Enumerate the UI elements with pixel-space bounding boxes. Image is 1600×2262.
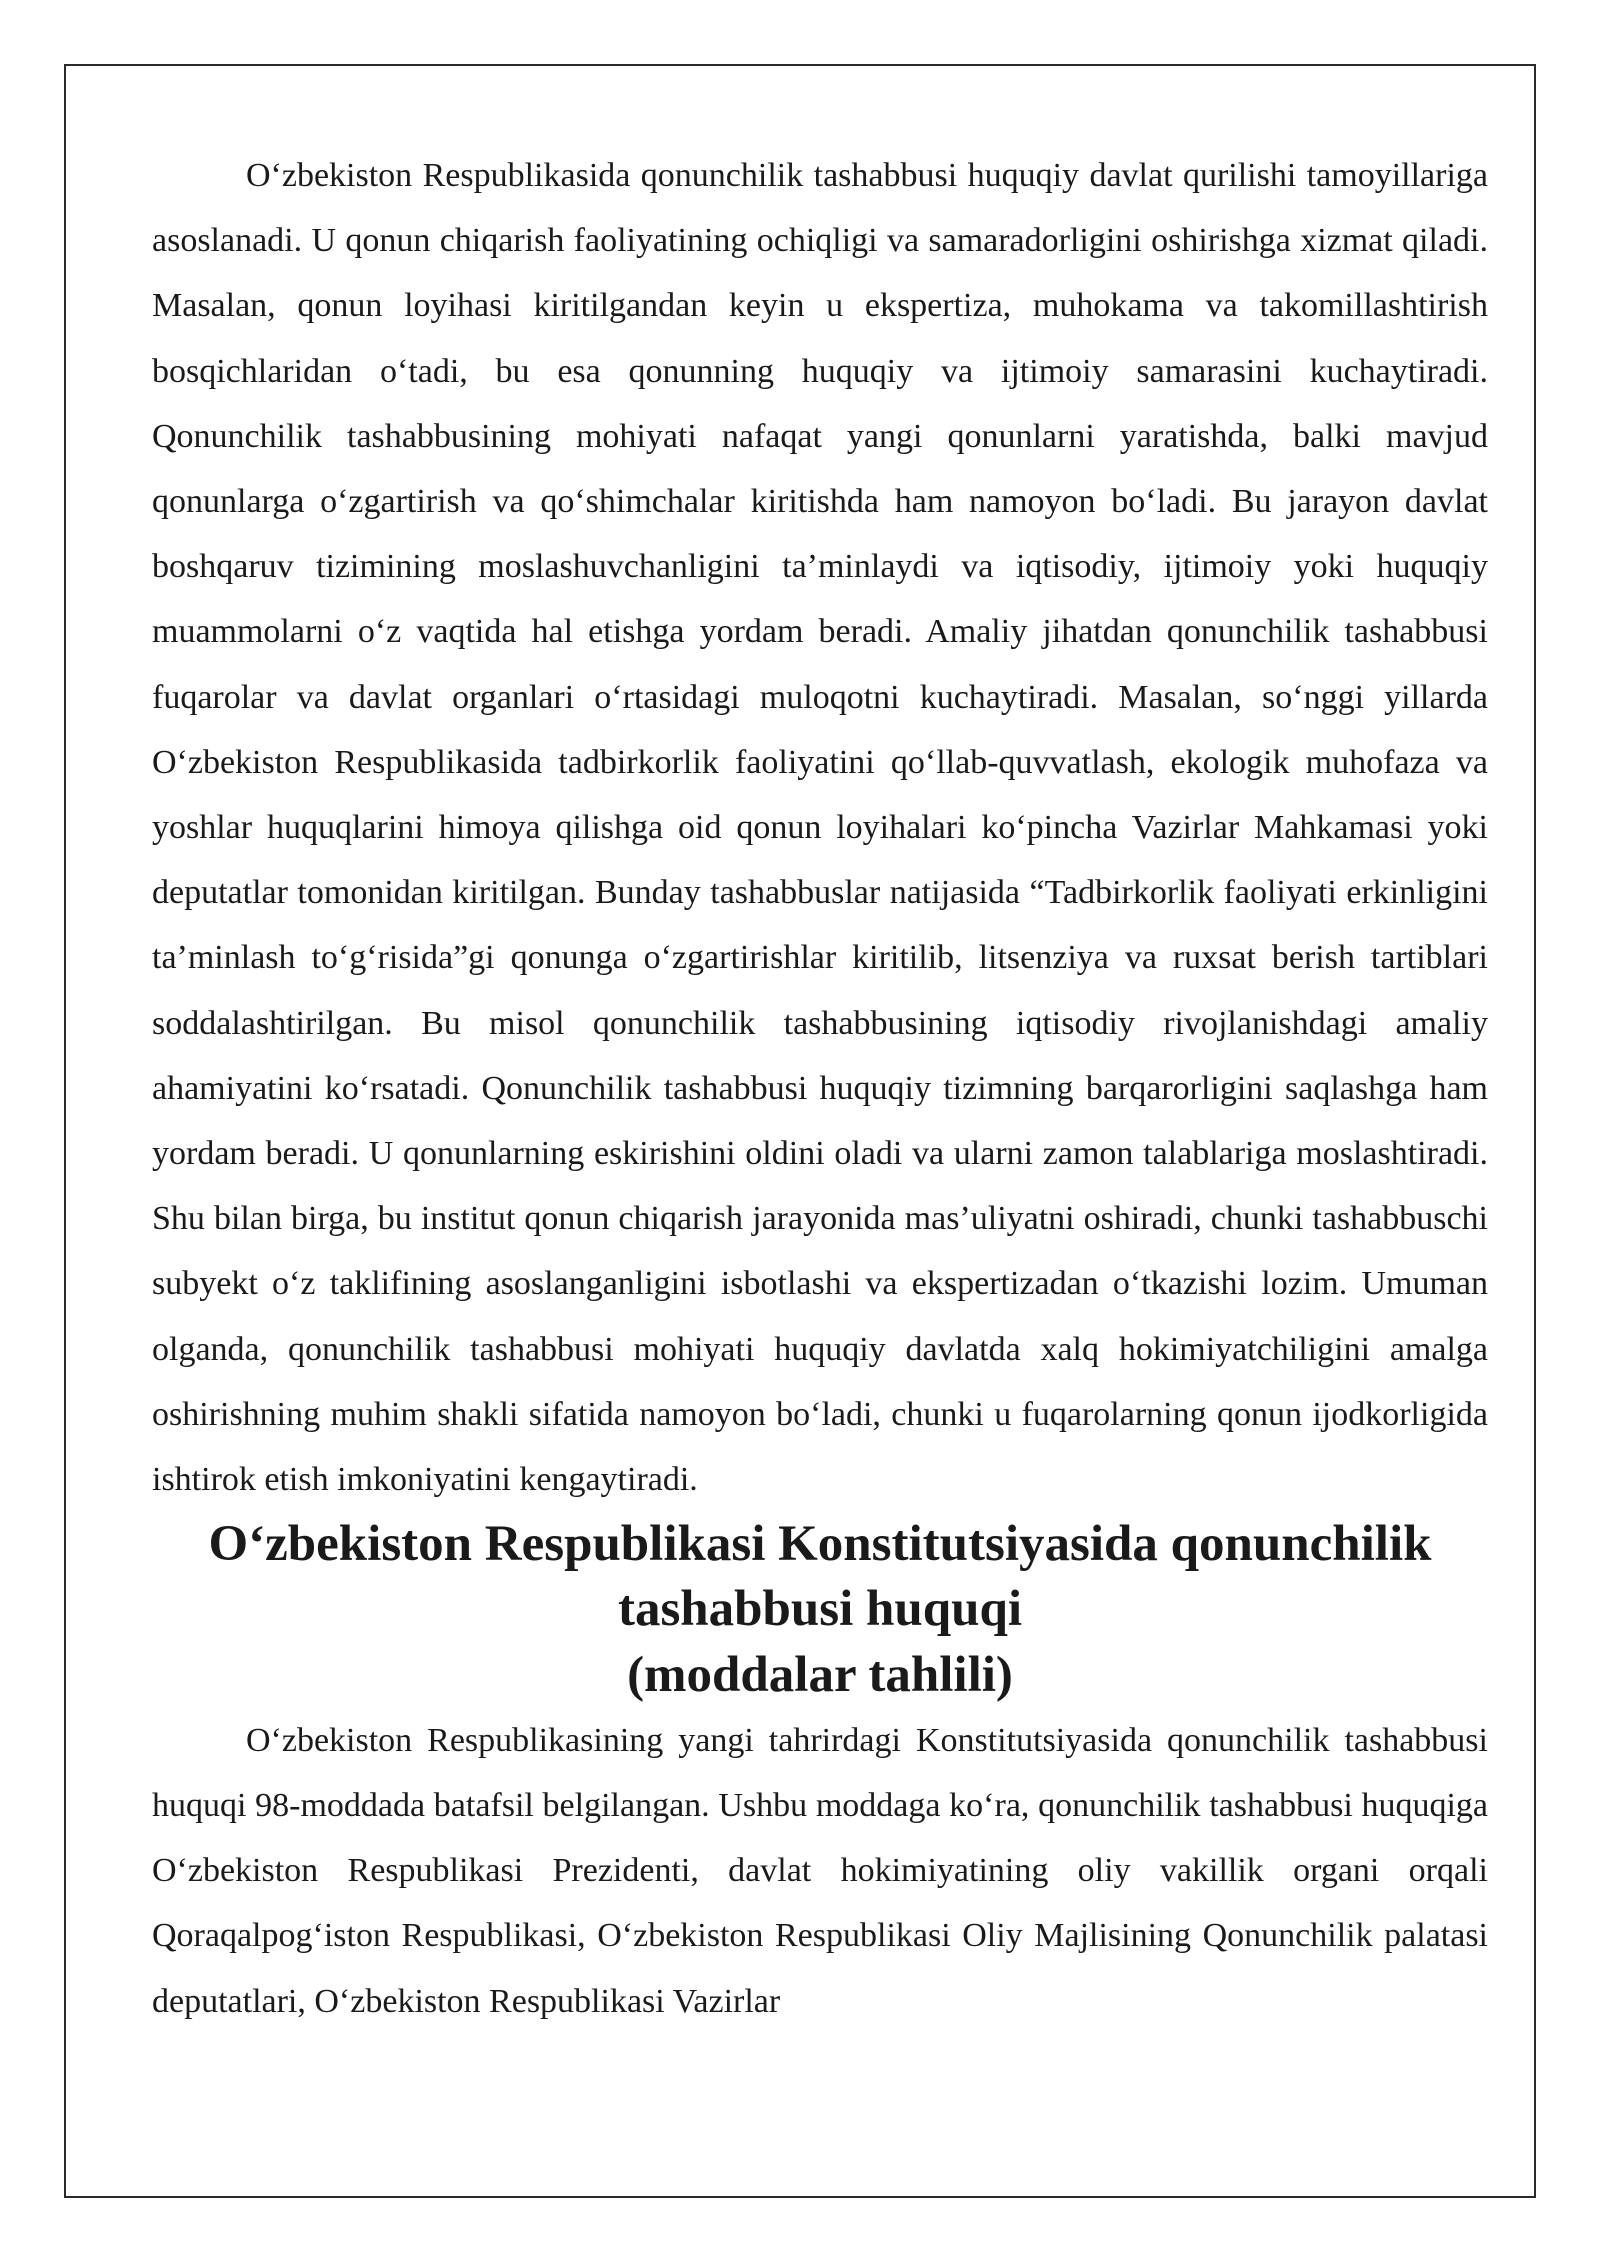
document-body	[152, 143, 1488, 2034]
body-paragraph-1: O‘zbekiston Respublikasida qonunchilik tashabbusi huquqiy davlat qurilishi tamoyillariga asoslanadi. U qonun chiqarish faoliyatining ochiqligi va samaradorligini oshirishga xizmat qiladi. Masalan, qonun loyihasi kiritilgandan keyin u ekspertiza, muhokama va takomillashtirish bosqichlaridan o‘tadi, bu esa qonunning huquqiy va ijtimoiy samarasini kuchaytiradi. Qonunchilik tashabbusining mohiyati nafaqat yangi qonunlarni yaratishda, balki mavjud qonunlarga o‘zgartirish va qo‘shimchalar kiritishda ham namoyon bo‘ladi. Bu jarayon davlat boshqaruv tizimining moslashuvchanligini ta’minlaydi va iqtisodiy, ijtimoiy yoki huquqiy muammolarni o‘z vaqtida hal etishga yordam beradi. Amaliy jihatdan qonunchilik tashabbusi fuqarolar va davlat organlari o‘rtasidagi muloqotni kuchaytiradi. Masalan, so‘nggi yillarda O‘zbekiston Respublikasida tadbirkorlik faoliyatini qo‘llab-quvvatlash, ekologik muhofaza va yoshlar huquqlarini himoya qilishga oid qonun loyihalari ko‘pincha Vazirlar Mahkamasi yoki deputatlar tomonidan kiritilgan. Bunday tashabbuslar natijasida “Tadbirkorlik faoliyati erkinligini ta’minlash to‘g‘risida”gi qonunga o‘zgartirishlar kiritilib, litsenziya va ruxsat berish tartiblari soddalashtirilgan. Bu misol qonunchilik tashabbusining iqtisodiy rivojlanishdagi amaliy ahamiyatini ko‘rsatadi. Qonunchilik tashabbusi huquqiy tizimning barqarorligini saqlashga ham yordam beradi. U qonunlarning eskirishini oldini oladi va ularni zamon talablariga moslashtiradi. Shu bilan birga, bu institut qonun chiqarish jarayonida mas’uliyatni oshiradi, chunki tashabbuschi subyekt o‘z taklifining asoslanganligini isbotlashi va ekspertizadan o‘tkazishi lozim. Umuman olganda, qonunchilik tashabbusi mohiyati huquqiy davlatda xalq hokimiyatchiligini amalga oshirishning muhim shakli sifatida namoyon bo‘ladi, chunki u fuqarolarning qonun ijodkorligida ishtirok etish imkoniyatini kengaytiradi.	[152, 157, 1488, 1499]
section-heading	[152, 1512, 1488, 1708]
section-heading-line-1: O‘zbekiston Respublikasi Konstitutsiyasida qonunchilik tashabbusi huquqi	[208, 1516, 1432, 1638]
section-heading-line-2: (moddalar tahlili)	[627, 1646, 1013, 1703]
body-paragraph-2: O‘zbekiston Respublikasining yangi tahrirdagi Konstitutsiyasida qonunchilik tashabbusi huquqi 98-moddada batafsil belgilangan. Ushbu moddaga ko‘ra, qonunchilik tashabbusi huquqiga O‘zbekiston Respublikasi Prezidenti, davlat hokimiyatining oliy vakillik organi orqali Qoraqalpog‘iston Respublikasi, O‘zbekiston Respublikasi Oliy Majlisining Qonunchilik palatasi deputatlari, O‘zbekiston Respublikasi Vazirlar	[152, 1721, 1488, 2020]
